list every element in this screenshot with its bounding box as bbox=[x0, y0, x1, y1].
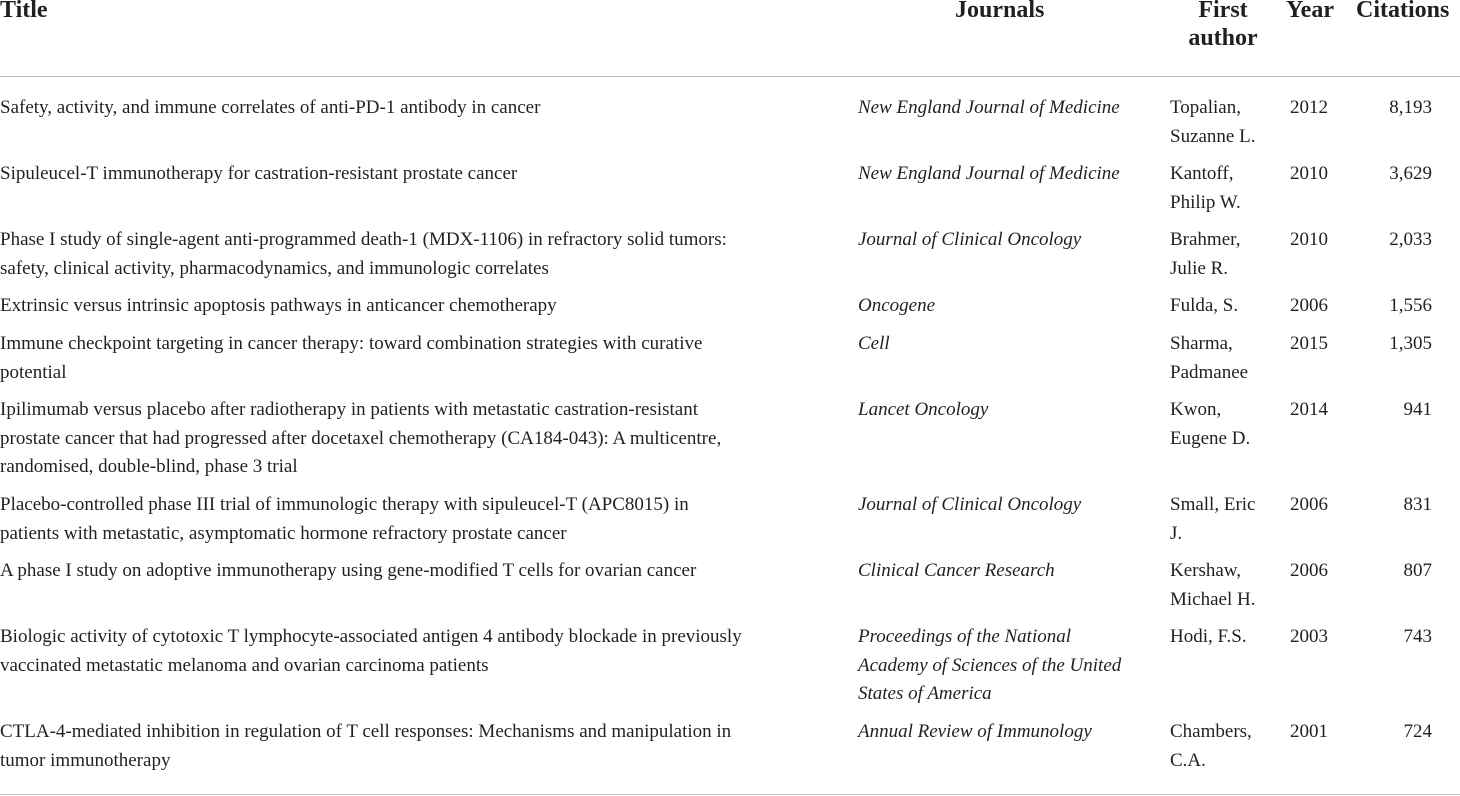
table-bottom-divider bbox=[0, 794, 1460, 795]
cell-first-author: Kantoff, Philip W. bbox=[1170, 163, 1241, 213]
cell-journal: Lancet Oncology bbox=[858, 399, 989, 420]
cell-first-author: Chambers, C.A. bbox=[1170, 721, 1252, 771]
cell-citations: 1,556 bbox=[1389, 295, 1432, 316]
cell-title: Biologic activity of cytotoxic T lymphocyte-associated antigen 4 antibody blockade in previously vaccinated metastatic melanoma and ovarian carcinoma patients bbox=[0, 626, 742, 676]
cell-citations: 3,629 bbox=[1389, 163, 1432, 184]
cell-first-author: Small, Eric J. bbox=[1170, 494, 1256, 544]
cell-journal: Annual Review of Immunology bbox=[858, 721, 1092, 742]
cell-year: 2003 bbox=[1290, 626, 1328, 647]
cell-title: Phase I study of single-agent anti-programmed death-1 (MDX-1106) in refractory solid tumors: safety, clinical activity, pharmacodynamics, and immunologic correlates bbox=[0, 229, 727, 279]
cell-citations: 1,305 bbox=[1389, 333, 1432, 354]
header-year: Year bbox=[1286, 0, 1334, 23]
cell-journal: Proceedings of the National Academy of Sciences of the United States of America bbox=[858, 626, 1122, 704]
cell-first-author: Kershaw, Michael H. bbox=[1170, 560, 1256, 610]
cell-journal: New England Journal of Medicine bbox=[858, 97, 1120, 118]
cell-journal: Journal of Clinical Oncology bbox=[858, 229, 1082, 250]
header-first-author-line1: First bbox=[1198, 0, 1248, 23]
cell-first-author: Topalian, Suzanne L. bbox=[1170, 97, 1256, 147]
cell-year: 2006 bbox=[1290, 560, 1328, 581]
cell-journal: Oncogene bbox=[858, 295, 936, 316]
cell-year: 2010 bbox=[1290, 163, 1328, 184]
header-title: Title bbox=[0, 0, 48, 23]
cell-citations: 941 bbox=[1403, 399, 1432, 420]
cell-title: Safety, activity, and immune correlates of anti-PD-1 antibody in cancer bbox=[0, 97, 541, 118]
cell-journal: Cell bbox=[858, 333, 890, 354]
header-citations: Citations bbox=[1356, 0, 1450, 23]
cell-citations: 724 bbox=[1403, 721, 1432, 742]
cell-title: Extrinsic versus intrinsic apoptosis pathways in anticancer chemotherapy bbox=[0, 295, 557, 316]
cell-year: 2006 bbox=[1290, 295, 1328, 316]
cell-year: 2010 bbox=[1290, 229, 1328, 250]
cell-year: 2006 bbox=[1290, 494, 1328, 515]
cell-citations: 807 bbox=[1403, 560, 1432, 581]
header-first-author-line2: author bbox=[1188, 25, 1258, 51]
cell-first-author: Fulda, S. bbox=[1170, 295, 1239, 316]
cell-journal: Clinical Cancer Research bbox=[858, 560, 1055, 581]
cell-year: 2015 bbox=[1290, 333, 1328, 354]
cell-title: Ipilimumab versus placebo after radiotherapy in patients with metastatic castration-resistant prostate cancer that had progressed after docetaxel chemotherapy (CA184-043): A multicentre, randomised, double-blind, phase 3 trial bbox=[0, 399, 722, 477]
cell-first-author: Sharma, Padmanee bbox=[1170, 333, 1249, 383]
cell-first-author: Kwon, Eugene D. bbox=[1170, 399, 1251, 449]
cell-title: Sipuleucel-T immunotherapy for castration-resistant prostate cancer bbox=[0, 163, 518, 184]
cell-year: 2001 bbox=[1290, 721, 1328, 742]
cell-citations: 8,193 bbox=[1389, 97, 1432, 118]
cell-citations: 831 bbox=[1403, 494, 1432, 515]
header-divider bbox=[0, 76, 1460, 77]
cell-year: 2014 bbox=[1290, 399, 1328, 420]
cell-title: A phase I study on adoptive immunotherapy using gene-modified T cells for ovarian cancer bbox=[0, 560, 697, 581]
cell-year: 2012 bbox=[1290, 97, 1328, 118]
cell-first-author: Brahmer, Julie R. bbox=[1170, 229, 1241, 279]
cell-journal: Journal of Clinical Oncology bbox=[858, 494, 1082, 515]
cell-first-author: Hodi, F.S. bbox=[1170, 626, 1247, 647]
cell-citations: 2,033 bbox=[1389, 229, 1432, 250]
header-journals: Journals bbox=[955, 0, 1045, 23]
header-first-author bbox=[1180, 0, 1266, 52]
cell-title: Immune checkpoint targeting in cancer therapy: toward combination strategies with curative potential bbox=[0, 333, 703, 383]
cell-title: Placebo-controlled phase III trial of immunologic therapy with sipuleucel-T (APC8015) in patients with metastatic, asymptomatic hormone refractory prostate cancer bbox=[0, 494, 689, 544]
cell-title: CTLA-4-mediated inhibition in regulation of T cell responses: Mechanisms and manipulation in tumor immunotherapy bbox=[0, 721, 732, 771]
cell-journal: New England Journal of Medicine bbox=[858, 163, 1120, 184]
cell-citations: 743 bbox=[1403, 626, 1432, 647]
